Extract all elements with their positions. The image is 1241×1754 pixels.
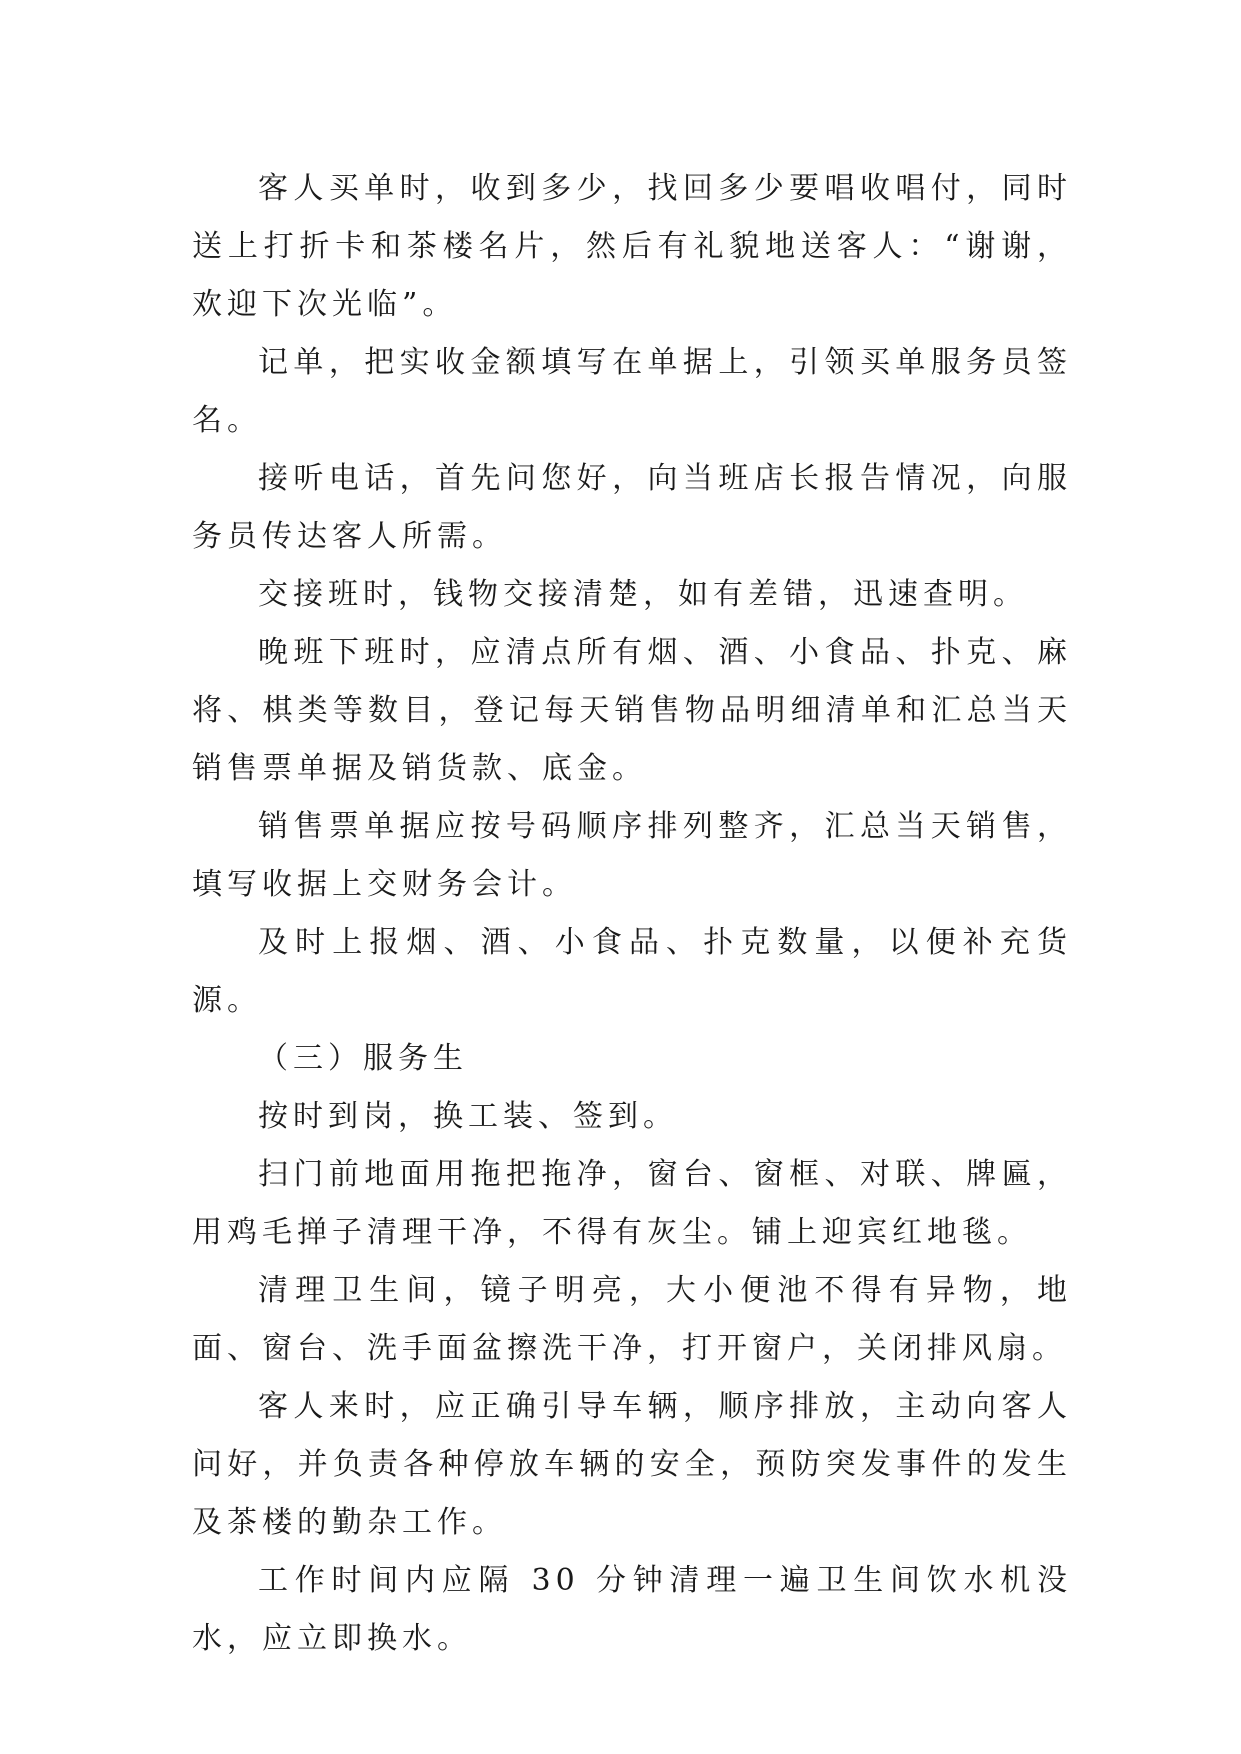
- paragraph-arrive-on-time: 按时到岗，换工装、签到。: [258, 1099, 678, 1134]
- paragraph-shift-handover: 交接班时，钱物交接清楚，如有差错，迅速查明。: [258, 577, 1028, 612]
- paragraph-night-shift: 晚班下班时，应清点所有烟、酒、小食品、扑克、麻将、棋类等数目，登记每天销售物品明细清单和汇总当天销售票单据及销货款、底金。: [192, 635, 1072, 786]
- paragraph-clean-entrance: 扫门前地面用拖把拖净，窗台、窗框、对联、牌匾，用鸡毛掸子清理干净，不得有灰尘。铺上迎宾红地毯。: [192, 1157, 1072, 1250]
- paragraph-guide-vehicles: 客人来时，应正确引导车辆，顺序排放，主动向客人问好，并负责各种停放车辆的安全，预防突发事件的发生及茶楼的勤杂工作。: [192, 1389, 1072, 1540]
- paragraph-record-bill: 记单，把实收金额填写在单据上，引领买单服务员签名。: [192, 345, 1072, 438]
- paragraph-report-stock: 及时上报烟、酒、小食品、扑克数量，以便补充货源。: [192, 925, 1072, 1018]
- paragraph-regular-cleaning: 工作时间内应隔 30 分钟清理一遍卫生间饮水机没水，应立即换水。: [192, 1563, 1072, 1656]
- document-body: [192, 160, 1072, 1668]
- paragraph-checkout: 客人买单时，收到多少，找回多少要唱收唱付，同时送上打折卡和茶楼名片，然后有礼貌地送客人：“谢谢，欢迎下次光临”。: [192, 171, 1072, 322]
- paragraph-sales-receipts: 销售票单据应按号码顺序排列整齐，汇总当天销售，填写收据上交财务会计。: [192, 809, 1072, 902]
- paragraph-clean-restroom: 清理卫生间，镜子明亮，大小便池不得有异物，地面、窗台、洗手面盆擦洗干净，打开窗户，关闭排风扇。: [192, 1273, 1072, 1366]
- section-heading-waiter: （三）服务生: [258, 1041, 468, 1076]
- paragraph-answer-phone: 接听电话，首先问您好，向当班店长报告情况，向服务员传达客人所需。: [192, 461, 1072, 554]
